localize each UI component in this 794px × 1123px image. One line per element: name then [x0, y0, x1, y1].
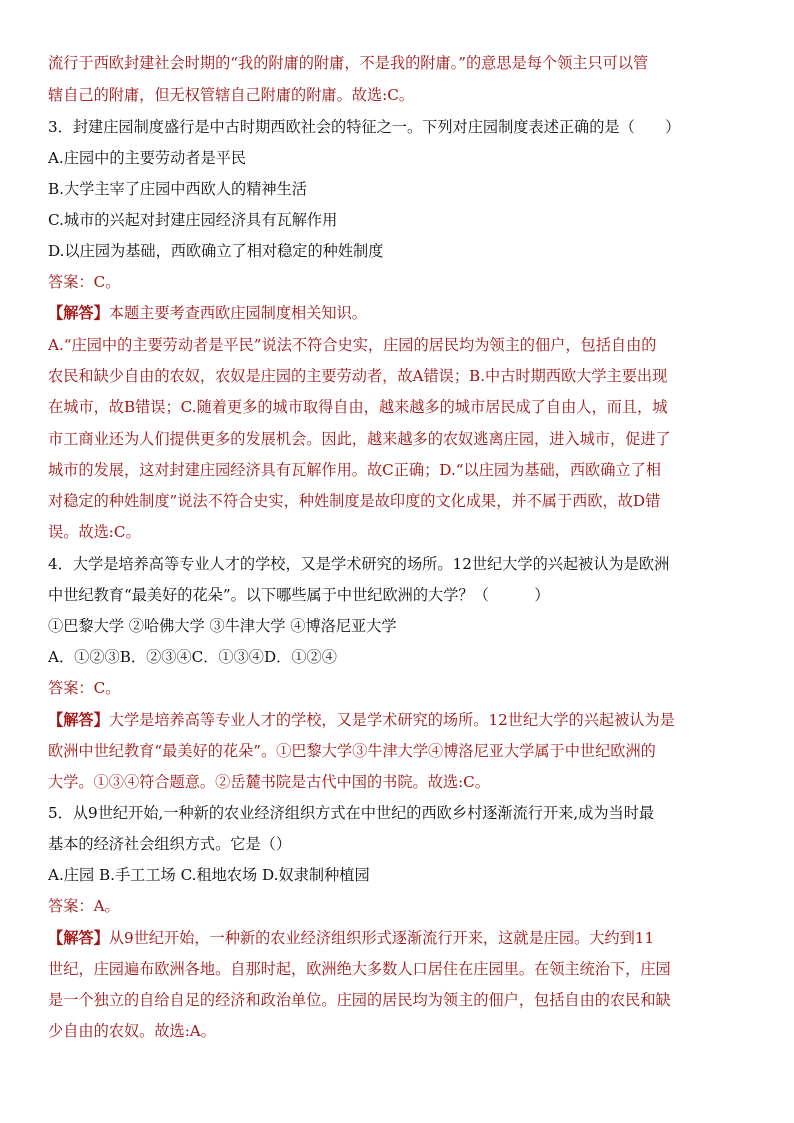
text-line: 农民和缺少自由的农奴，农奴是庄园的主要劳动者，故A错误；B.中古时期西欧大学主要出现 [48, 367, 668, 385]
question-5-stem: 5．从9世纪开始,一种新的农业经济组织方式在中世纪的西欧乡村逐渐流行开来,成为当时最 [48, 804, 655, 822]
text-line: 在城市，故B错误；C.随着更多的城市取得自由，越来越多的城市居民成了自由人，而且，城 [48, 398, 668, 416]
text-line: 是一个独立的自给自足的经济和政治单位。庄园的居民均为领主的佃户，包括自由的农民和缺 [48, 991, 671, 1009]
text-line: 对稳定的种姓制度”说法不符合史实，种姓制度是故印度的文化成果，并不属于西欧，故D错 [48, 492, 661, 510]
text-line: 辖自己的附庸，但无权管辖自己附庸的附庸。故选:C。 [48, 86, 415, 104]
question-4-stem: 4．大学是培养高等专业人才的学校，又是学术研究的场所。12世纪大学的兴起被认为是欧洲 [48, 555, 670, 573]
question-4-explanation: 【解答】大学是培养高等专业人才的学校，又是学术研究的场所。12世纪大学的兴起被认为是 [48, 711, 675, 729]
question-3-option-c: C.城市的兴起对封建庄园经济具有瓦解作用 [48, 211, 338, 229]
explanation-label: 【解答】 [48, 711, 109, 729]
text-line: 世纪，庄园遍布欧洲各地。自那时起，欧洲绝大多数人口居住在庄园里。在领主统治下，庄园 [48, 960, 671, 978]
text-line: 误。故选:C。 [48, 523, 141, 541]
question-4-options: A．①②③B．②③④C．①③④D．①②④ [48, 648, 337, 666]
question-5-stem-cont: 基本的经济社会组织方式。它是（） [48, 835, 291, 853]
question-3-option-d: D.以庄园为基础，西欧确立了相对稳定的种姓制度 [48, 242, 384, 260]
text-line: 欧洲中世纪教育“最美好的花朵”。①巴黎大学③牛津大学④博洛尼亚大学属于中世纪欧洲的 [48, 742, 656, 760]
text-line: 少自由的农奴。故选:A。 [48, 1022, 216, 1040]
question-3-option-a: A.庄园中的主要劳动者是平民 [48, 149, 247, 167]
question-3-option-b: B.大学主宰了庄园中西欧人的精神生活 [48, 180, 307, 198]
question-4-stem-cont: 中世纪教育“最美好的花朵”。以下哪些属于中世纪欧洲的大学？（ ） [48, 586, 550, 604]
question-3-answer: 答案：C。 [48, 273, 121, 291]
question-4-answer: 答案：C。 [48, 679, 121, 697]
question-3-stem: 3．封建庄园制度盛行是中古时期西欧社会的特征之一。下列对庄园制度表述正确的是（ ） [48, 118, 681, 136]
question-5-options: A.庄园 B.手工工场 C.租地农场 D.奴隶制种植园 [48, 866, 370, 884]
text-line: 市工商业还为人们提供更多的发展机会。因此，越来越多的农奴逃离庄园，进入城市，促进了 [48, 430, 671, 448]
text-line: A.“庄园中的主要劳动者是平民”说法不符合史实，庄园的居民均为领主的佃户，包括自由的 [48, 336, 657, 354]
question-4-items: ①巴黎大学 ②哈佛大学 ③牛津大学 ④博洛尼亚大学 [48, 617, 397, 635]
text-line: 城市的发展，这对封建庄园经济具有瓦解作用。故C正确；D.“以庄园为基础，西欧确立了相 [48, 461, 661, 479]
question-5-answer: 答案：A。 [48, 897, 120, 915]
explanation-label: 【解答】 [48, 929, 109, 947]
text-line: 大学。①③④符合题意。②岳麓书院是古代中国的书院。故选:C。 [48, 773, 490, 791]
text-line: 流行于西欧封建社会时期的“我的附庸的附庸，不是我的附庸。”的意思是每个领主只可以管 [48, 54, 649, 72]
explanation-label: 【解答】 [48, 304, 109, 322]
question-5-explanation: 【解答】从9世纪开始，一种新的农业经济组织形式逐渐流行开来，这就是庄园。大约到11 [48, 929, 655, 947]
question-3-explanation: 【解答】本题主要考查西欧庄园制度相关知识。 [48, 304, 367, 322]
